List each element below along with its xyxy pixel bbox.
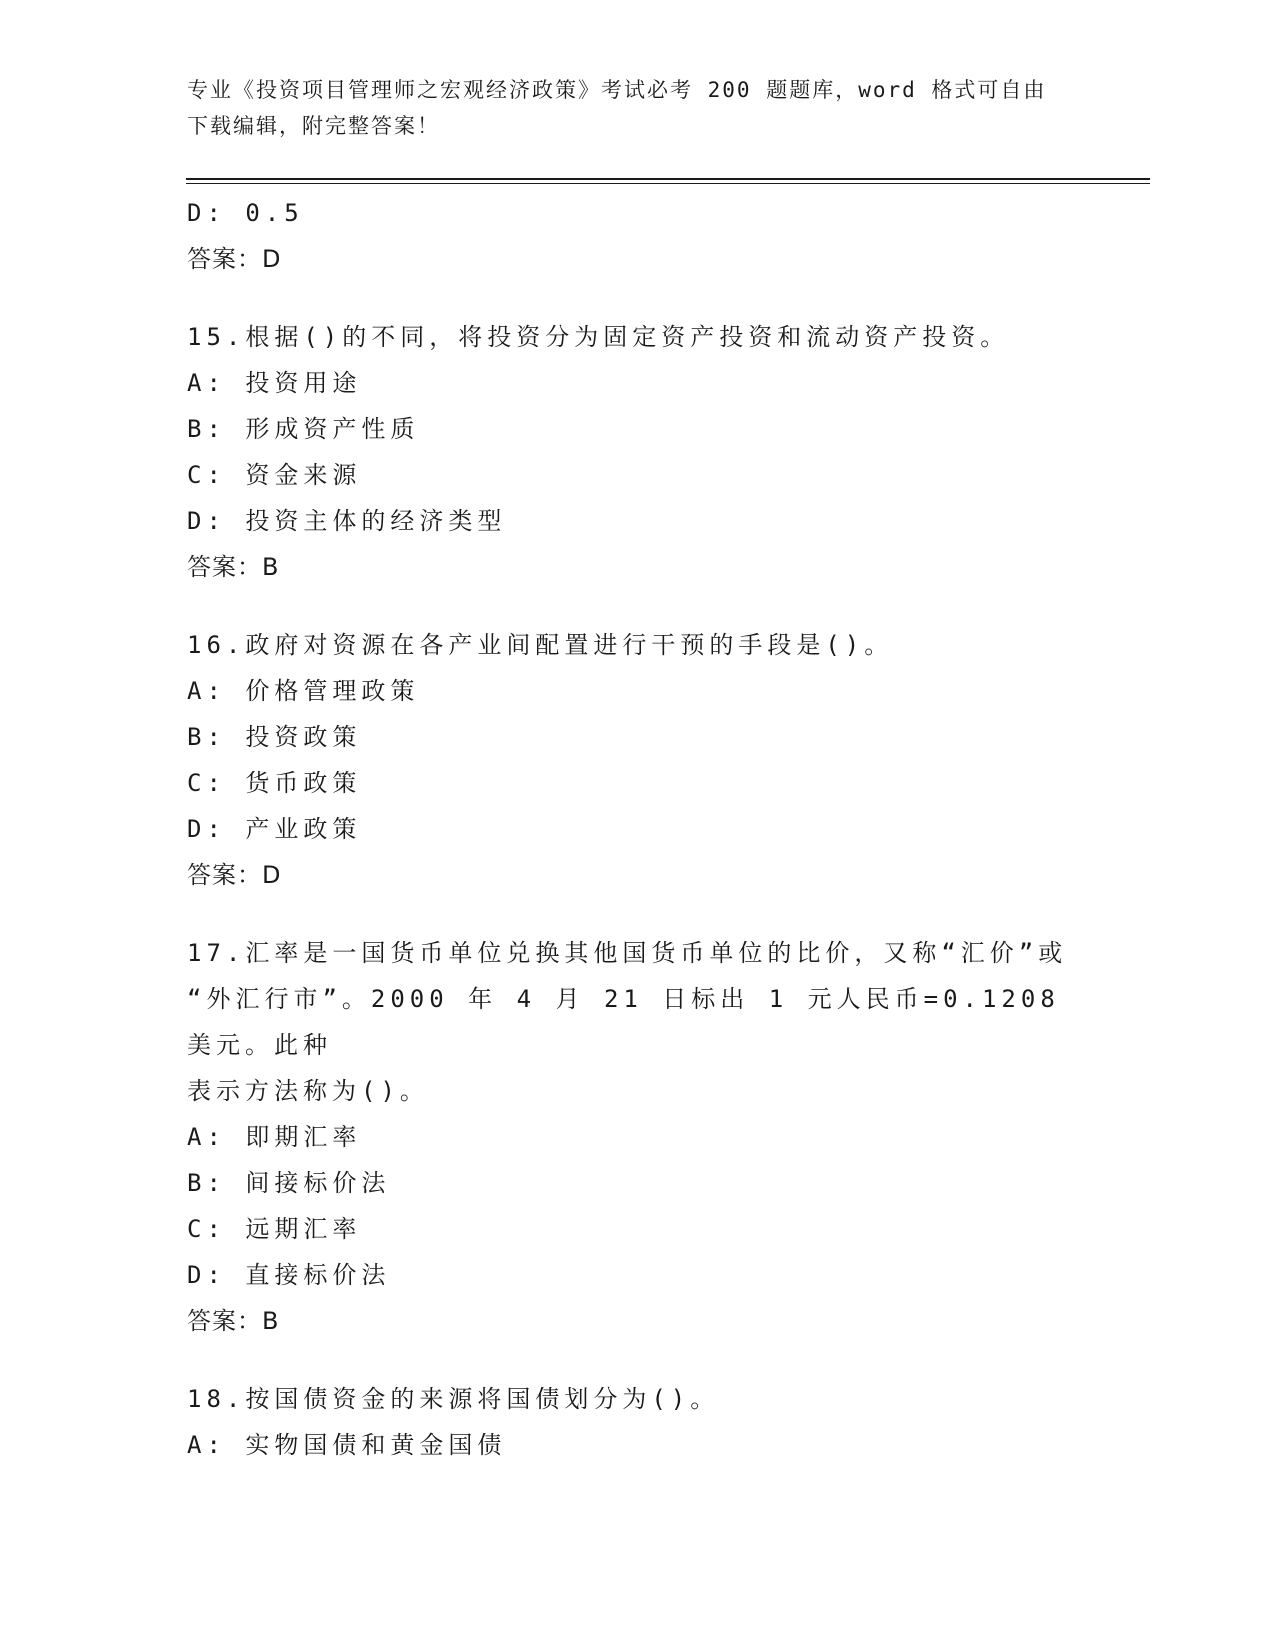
option-a: A: 实物国债和黄金国债 bbox=[187, 1431, 507, 1459]
question-block-16 bbox=[187, 622, 1087, 898]
option-c: C: 远期汇率 bbox=[187, 1215, 362, 1243]
option-d: D: 产业政策 bbox=[187, 815, 362, 843]
header-title-line-2: 下载编辑，附完整答案！ bbox=[187, 114, 440, 138]
question-block-14-tail bbox=[187, 190, 1087, 282]
question-stem: 18.按国债资金的来源将国债划分为()。 bbox=[187, 1385, 720, 1413]
option-b: B: 间接标价法 bbox=[187, 1169, 391, 1197]
option-a: A: 价格管理政策 bbox=[187, 677, 420, 705]
question-stem-line: “外汇行市”。2000 年 4 月 21 日标出 1 元人民币=0.1208 美元。此种 bbox=[187, 985, 1060, 1059]
answer-line: 答案：B bbox=[187, 553, 280, 581]
header-title-line-1: 专业《投资项目管理师之宏观经济政策》考试必考 200 题题库，word 格式可自由 bbox=[187, 78, 1047, 102]
option-b: B: 形成资产性质 bbox=[187, 415, 420, 443]
question-block-17 bbox=[187, 930, 1087, 1344]
option-d: D: 0.5 bbox=[187, 199, 304, 227]
option-d: D: 投资主体的经济类型 bbox=[187, 507, 507, 535]
option-d: D: 直接标价法 bbox=[187, 1261, 391, 1289]
option-a: A: 即期汇率 bbox=[187, 1123, 362, 1151]
option-b: B: 投资政策 bbox=[187, 723, 362, 751]
option-c: C: 资金来源 bbox=[187, 461, 362, 489]
option-a: A: 投资用途 bbox=[187, 369, 362, 397]
question-stem-line: 表示方法称为()。 bbox=[187, 1077, 429, 1105]
document-body bbox=[187, 190, 1087, 1468]
question-stem bbox=[187, 930, 1087, 1114]
option-c: C: 货币政策 bbox=[187, 769, 362, 797]
header-divider bbox=[186, 178, 1150, 180]
document-header bbox=[187, 72, 1087, 144]
question-stem-line: 17.汇率是一国货币单位兑换其他国货币单位的比价，又称“汇价”或 bbox=[187, 939, 1068, 967]
question-stem: 15.根据()的不同，将投资分为固定资产投资和流动资产投资。 bbox=[187, 323, 1010, 351]
question-stem: 16.政府对资源在各产业间配置进行干预的手段是()。 bbox=[187, 631, 894, 659]
answer-line: 答案：D bbox=[187, 861, 282, 889]
header-divider-thin bbox=[186, 183, 1150, 184]
question-block-18 bbox=[187, 1376, 1087, 1468]
answer-line: 答案：D bbox=[187, 245, 282, 273]
answer-line: 答案：B bbox=[187, 1307, 280, 1335]
question-block-15 bbox=[187, 314, 1087, 590]
